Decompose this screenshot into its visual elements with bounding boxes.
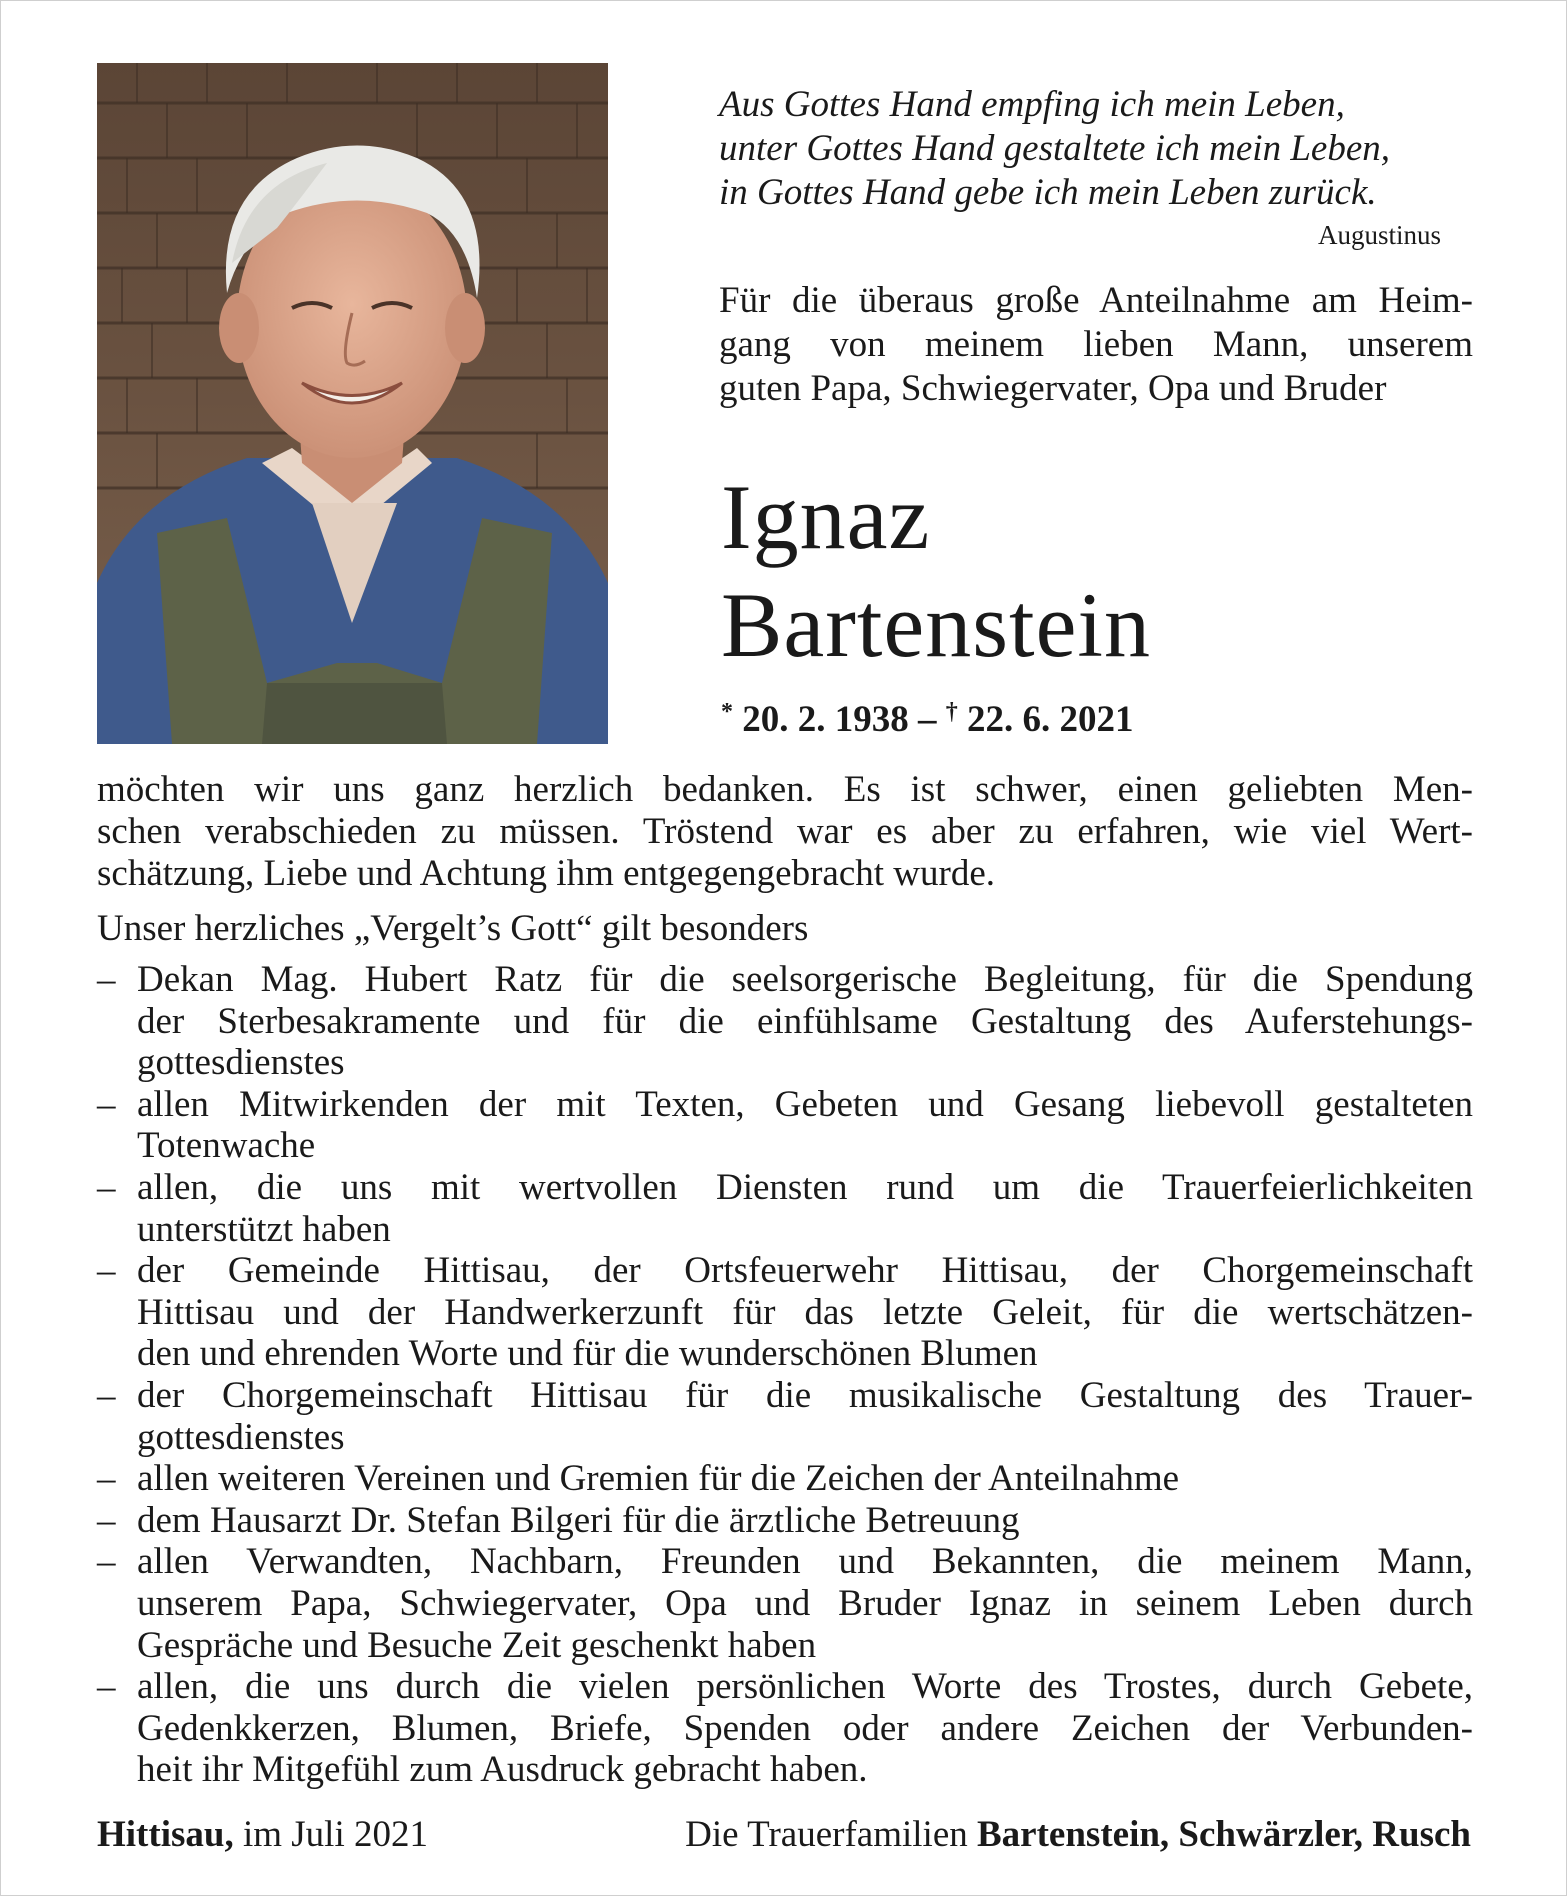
thanks-list <box>97 959 1473 1791</box>
body-text <box>97 769 1473 895</box>
quote-line: unter Gottes Hand gestaltete ich mein Leben, <box>719 128 1391 169</box>
list-item-line: gottesdienstes <box>137 1042 345 1084</box>
list-item-line: Hittisau und der Handwerkerzunft für das letzte Geleit, für die wertschätzen- <box>137 1291 1473 1333</box>
deceased-name <box>721 463 1151 679</box>
list-item-line: – dem Hausarzt Dr. Stefan Bilgeri für die ärztliche Betreuung <box>137 1499 1020 1541</box>
list-item <box>97 1375 1473 1458</box>
list-item-line: – allen Mitwirkenden der mit Texten, Gebeten und Gesang liebevoll gestalteten <box>137 1083 1473 1125</box>
list-item-line: – allen, die uns durch die vielen persönlichen Worte des Trostes, durch Gebete, <box>137 1666 1473 1708</box>
list-item <box>97 1541 1473 1666</box>
list-item-line: – der Gemeinde Hittisau, der Ortsfeuerwehr Hittisau, der Chorgemeinschaft <box>137 1250 1473 1292</box>
intro-text <box>719 279 1473 411</box>
list-item <box>97 1500 1473 1542</box>
list-item-line: heit ihr Mitgefühl zum Ausdruck gebracht haben. <box>137 1749 868 1791</box>
portrait-illustration <box>97 63 608 744</box>
intro-line: gang von meinem lieben Mann, unserem <box>719 324 1473 365</box>
birth-date: 20. 2. 1938 <box>742 699 909 740</box>
families-names: Bartenstein, Schwärzler, Rusch <box>977 1814 1471 1855</box>
last-name: Bartenstein <box>721 574 1151 676</box>
death-symbol: † <box>945 699 958 725</box>
list-item <box>97 1458 1473 1500</box>
list-item-line: – der Chorgemeinschaft Hittisau für die musikalische Gestaltung des Trauer- <box>137 1374 1473 1416</box>
list-item-line: gottesdienstes <box>137 1416 345 1458</box>
intro-line: guten Papa, Schwiegervater, Opa und Bruder <box>719 368 1387 409</box>
life-dates <box>721 698 1134 741</box>
footer-place: Hittisau, <box>97 1814 234 1855</box>
list-item-line: den und ehrenden Worte und für die wunderschönen Blumen <box>137 1333 1038 1375</box>
list-item <box>97 1084 1473 1167</box>
quote-line: in Gottes Hand gebe ich mein Leben zurück. <box>719 172 1377 213</box>
list-item <box>97 1666 1473 1791</box>
list-item-line: – allen, die uns mit wertvollen Diensten rund um die Trauerfeierlichkeiten <box>137 1166 1473 1208</box>
list-item <box>97 1167 1473 1250</box>
quote-author: Augustinus <box>1317 220 1441 250</box>
body-line: möchten wir uns ganz herzlich bedanken. Es ist schwer, einen geliebten Men- <box>97 769 1473 810</box>
first-name: Ignaz <box>721 466 931 568</box>
list-item-line: Totenwache <box>137 1125 316 1167</box>
date-separator: – <box>918 699 937 740</box>
footer-place-date <box>97 1813 428 1856</box>
list-item-line: unserem Papa, Schwiegervater, Opa und Bruder Ignaz in seinem Leben durch <box>137 1582 1473 1624</box>
death-date: 22. 6. 2021 <box>967 699 1134 740</box>
list-item-line: unterstützt haben <box>137 1208 391 1250</box>
list-item <box>97 959 1473 1084</box>
list-item-line: – allen weiteren Vereinen und Gremien für die Zeichen der Anteilnahme <box>137 1458 1180 1500</box>
quote-line: Aus Gottes Hand empfing ich mein Leben, <box>719 84 1345 125</box>
birth-symbol: * <box>721 699 733 725</box>
thanks-intro: Unser herzliches „Vergelt’s Gott“ gilt besonders <box>97 908 809 949</box>
body-line: schen verabschieden zu müssen. Tröstend war es aber zu erfahren, wie viel Wert- <box>97 811 1473 852</box>
quote <box>719 83 1479 215</box>
intro-line: Für die überaus große Anteilnahme am Heim- <box>719 280 1473 321</box>
list-item-line: – allen Verwandten, Nachbarn, Freunden und Bekannten, die meinem Mann, <box>137 1541 1473 1583</box>
list-item-line: der Sterbesakramente und für die einfühlsame Gestaltung des Auferstehungs- <box>137 1000 1473 1042</box>
footer-date: im Juli 2021 <box>242 1814 428 1855</box>
list-item-line: Gedenkkerzen, Blumen, Briefe, Spenden oder andere Zeichen der Verbunden- <box>137 1707 1473 1749</box>
list-item-line: – Dekan Mag. Hubert Ratz für die seelsorgerische Begleitung, für die Spendung <box>137 959 1473 1000</box>
list-item <box>97 1250 1473 1375</box>
footer-families <box>685 1813 1471 1856</box>
families-prefix: Die Trauerfamilien <box>685 1814 968 1855</box>
list-item-line: Gespräche und Besuche Zeit geschenkt haben <box>137 1624 817 1666</box>
portrait-photo <box>97 63 608 744</box>
body-line: schätzung, Liebe und Achtung ihm entgegengebracht wurde. <box>97 853 995 894</box>
